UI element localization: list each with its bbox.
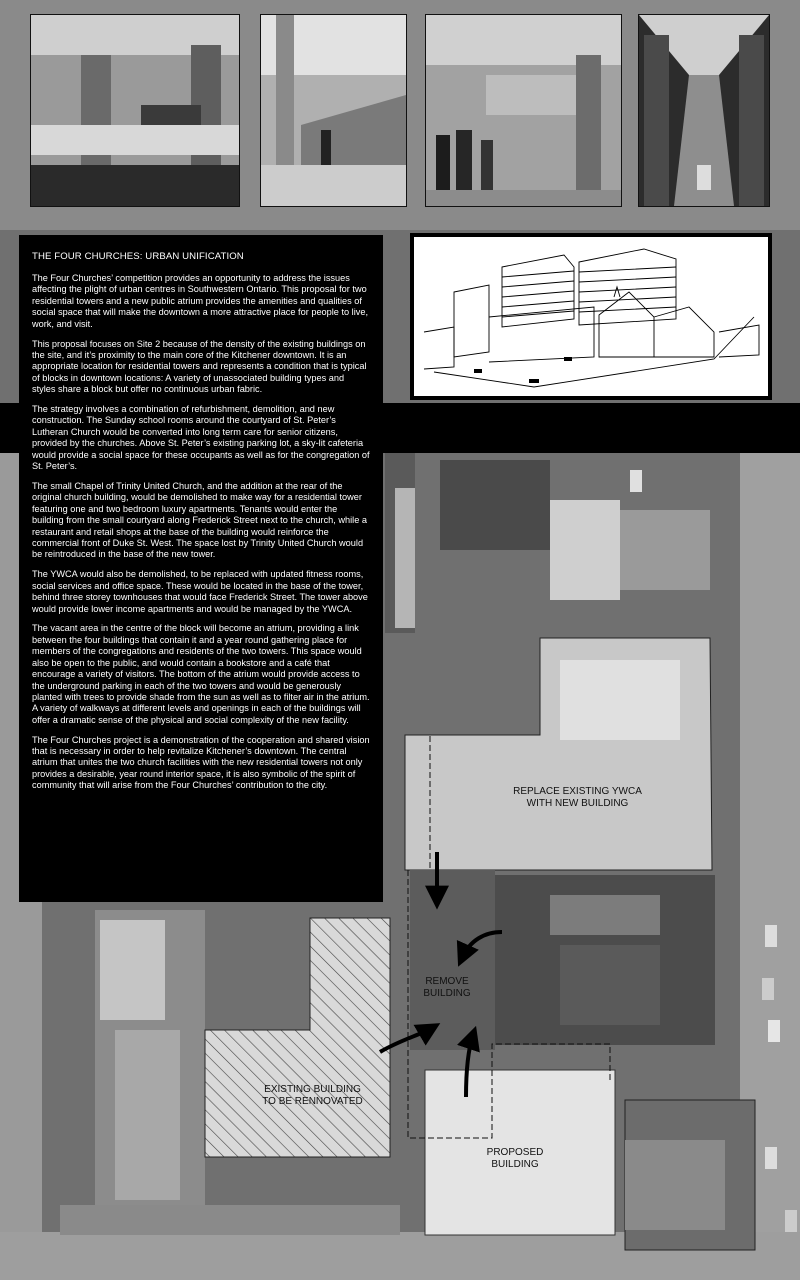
paragraph-ywca: The YWCA would also be demolished, to be replaced with updated fitness rooms, social services and office space. These would be located in the base of the tower, behind three storey townhouses that would face Frederick Street. The tower above would provide lower income apartments and would be managed by the YWCA. xyxy=(32,569,368,614)
label-remove-building: REMOVE BUILDING xyxy=(423,976,471,999)
description-panel xyxy=(19,235,383,902)
label-existing-building: EXISTING BUILDING TO BE RENNOVATED xyxy=(262,1084,363,1107)
atrium-photo-1 xyxy=(30,14,240,207)
label-replace-ywca: REPLACE EXISTING YWCA WITH NEW BUILDING xyxy=(513,786,642,809)
label-proposed-building: PROPOSED BUILDING xyxy=(486,1147,544,1170)
paragraph-conclusion: The Four Churches project is a demonstration of the cooperation and shared vision that is necessary in order to help revitalize Kitchener’s downtown. The central atrium that unites the two church facilities with the new residential towers not only provides a desirable, year round interior space, it is also symbolic of the spirit of community that will arise from the Four Churches’ contribution to the city. xyxy=(32,734,370,791)
paragraph-intro: The Four Churches’ competition provides an opportunity to address the issues affecting the plight of urban centres in Southwestern Ontario. This proposal for two residential towers and a new public atrium provides the amenities and qualities of social space that will make the downtown a more attractive place for people to live, work, and visit. xyxy=(32,273,369,329)
paragraph-strategy: The strategy involves a combination of refurbishment, demolition, and new construction. The Sunday school rooms around the courtyard of St. Peter’s Lutheran Church would be converted into long term care for senior citizens, provided by the churches. Above St. Peter’s existing parking lot, a sky-lit cafeteria would provide a social space for these occupants as well as for the congregation of St. Peter’s. xyxy=(32,404,370,472)
paragraph-trinity: The small Chapel of Trinity United Church, and the addition at the rear of the original church building, would be demolished to make way for a residential tower featuring one and two bedroom luxury apartments. Tenants would enter the building from the small courtyard along Frederick Street next to the church, while a restaurant and retail shops at the base of the building would reinforce the commercial front of Duke St. West. The space lost by Trinity United Church would be reintroduced in the base of the new tower. xyxy=(32,481,367,560)
atrium-photo-4 xyxy=(638,14,770,207)
atrium-photo-3 xyxy=(425,14,622,207)
panel-title: THE FOUR CHURCHES: URBAN UNIFICATION xyxy=(32,251,244,262)
paragraph-site: This proposal focuses on Site 2 because of the density of the existing buildings on the site, and it’s proximity to the main core of the Kitchener downtown. It is an appropriate location for residential towers and represents a condition that is typical of blocks in downtown locations: A variety of unassociated building types and styles share a block but offer no continuous urban fabric. xyxy=(32,338,367,395)
paragraph-atrium: The vacant area in the centre of the block will become an atrium, providing a link between the four buildings that contain it and a year round gathering place for members of the congregations and residents of the two towers. This space would also be open to the public, and would contain a bookstore and a café that encourage a variety of visitors. The bottom of the atrium would provide access to the underground parking in each of the two towers and would be generously planted with trees to provide shade from the sun as well as to filter air in the atrium. A variety of walkways at different levels and openings in each of the buildings will offer a dramatic sense of the physical and social complexity of the new facility. xyxy=(32,623,370,725)
atrium-photo-2 xyxy=(260,14,407,207)
perspective-sketch xyxy=(410,233,772,400)
